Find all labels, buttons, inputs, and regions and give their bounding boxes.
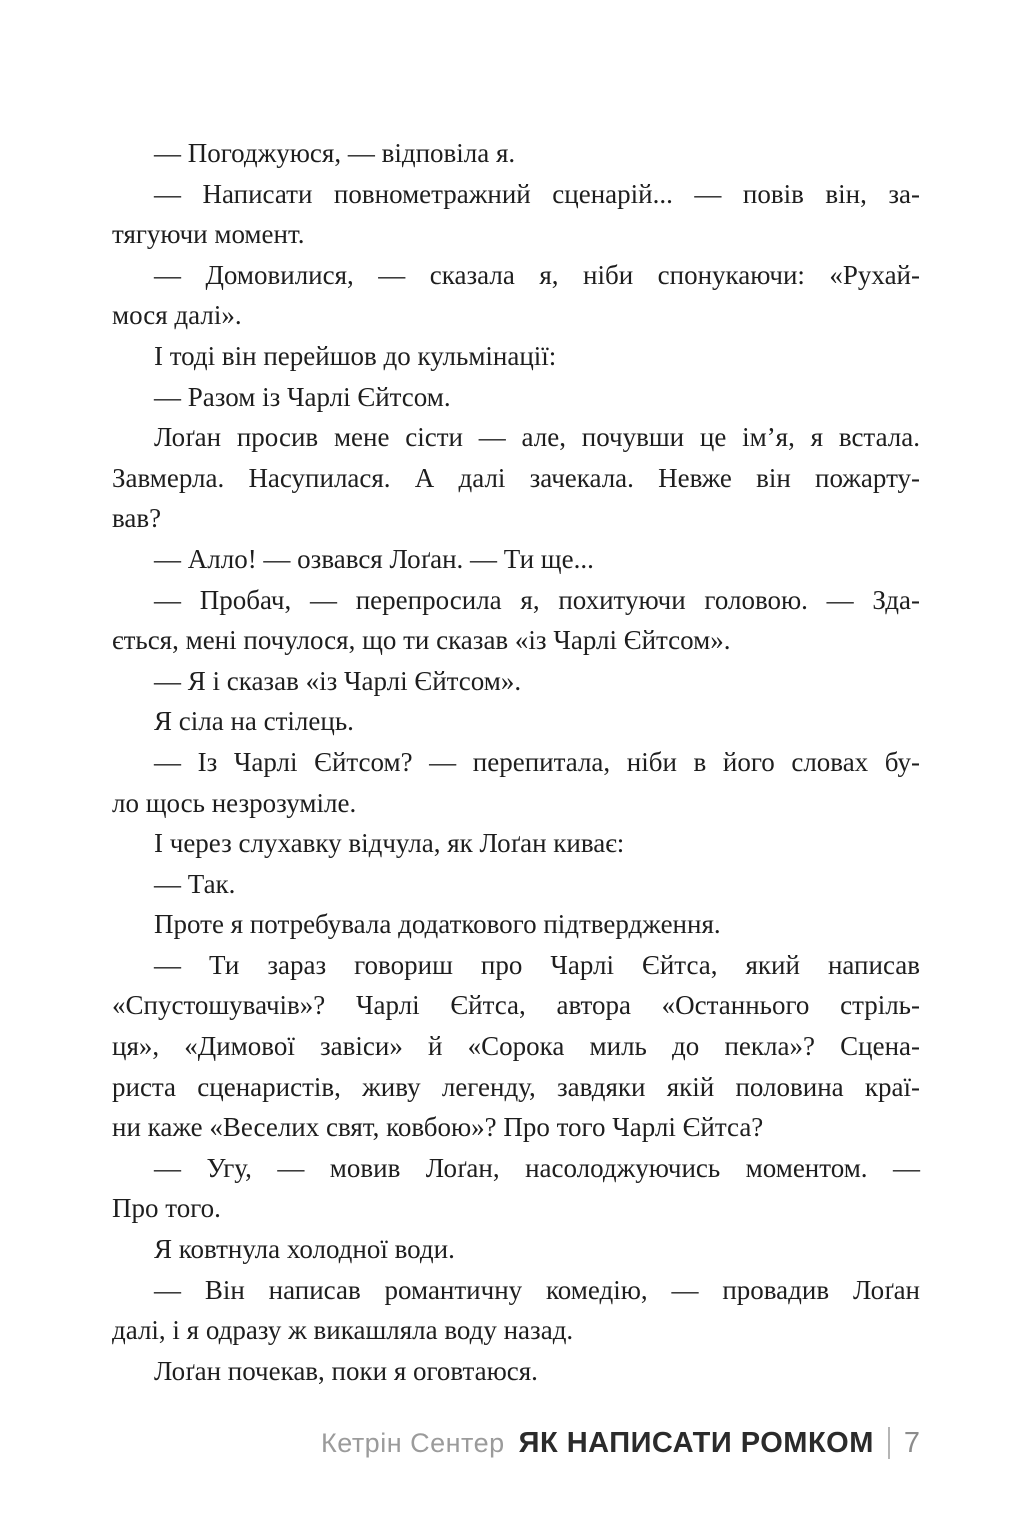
page-footer (321, 1420, 920, 1466)
paragraph (112, 1351, 920, 1392)
text-line: — Ти зараз говориш про Чарлі Єйтса, який написав (154, 949, 920, 980)
text-line: тягуючи момент. (112, 219, 305, 250)
paragraph (112, 864, 920, 905)
text-line: Лоґан почекав, поки я оговтаюся. (154, 1355, 538, 1386)
paragraph (112, 1148, 920, 1229)
text-line: мося далі». (112, 300, 242, 331)
text-line: ни каже «Веселих свят, ковбою»? Про того Чарлі Єйтса? (112, 1112, 764, 1143)
paragraph (112, 255, 920, 336)
text-line: ця», «Димової завіси» й «Сорока миль до пекла»? Сцена- (112, 1031, 920, 1062)
paragraph (112, 336, 920, 377)
text-line: — Я і сказав «із Чарлі Єйтсом». (154, 665, 522, 696)
text-line: Лоґан просив мене сісти — але, почувши це ім’я, я встала. (154, 422, 920, 453)
paragraph (112, 742, 920, 823)
text-line: — Так. (154, 868, 236, 899)
paragraph (112, 133, 920, 174)
paragraph (112, 661, 920, 702)
text-line: Завмерла. Насупилася. А далі зачекала. Невже він пожарту- (112, 462, 920, 493)
text-line: — Алло! — озвався Лоґан. — Ти ще... (154, 543, 594, 574)
text-line: ло щось незрозуміле. (112, 787, 357, 818)
paragraph (112, 417, 920, 539)
text-line: вав? (112, 503, 162, 534)
footer-divider (888, 1427, 890, 1459)
paragraph (112, 823, 920, 864)
paragraph (112, 539, 920, 580)
body-text (112, 133, 920, 1391)
text-line: — Пробач, — перепросила я, похитуючи головою. — Зда- (154, 584, 920, 615)
text-line: Я сіла на стілець. (154, 706, 354, 737)
paragraph (112, 580, 920, 661)
paragraph (112, 701, 920, 742)
text-line: — Із Чарлі Єйтсом? — перепитала, ніби в його словах бу- (154, 746, 920, 777)
text-line: — Погоджуюся, — відповіла я. (154, 138, 516, 168)
text-line: І через слухавку відчула, як Лоґан киває: (154, 828, 625, 859)
footer-author: Кетрін Сентер (320, 1427, 505, 1458)
footer-page-number: 7 (903, 1426, 920, 1459)
footer-book-title: ЯК НАПИСАТИ РОМКОМ (518, 1426, 874, 1459)
text-line: — Написати повнометражний сценарій... — повів він, за- (154, 178, 920, 209)
text-line: далі, і я одразу ж викашляла воду назад. (112, 1315, 574, 1346)
text-line: — Угу, — мовив Лоґан, насолоджуючись моментом. — (154, 1152, 920, 1183)
text-line: Про того. (112, 1193, 221, 1224)
paragraph (112, 377, 920, 418)
paragraph (112, 1229, 920, 1270)
text-line: — Домовилися, — сказала я, ніби спонукаючи: «Рухай- (154, 259, 920, 290)
paragraph (112, 174, 920, 255)
paragraph (112, 945, 920, 1148)
text-line: — Він написав романтичну комедію, — провадив Лоґан (154, 1274, 920, 1305)
text-line: Я ковтнула холодної води. (154, 1234, 455, 1265)
text-line: риста сценаристів, живу легенду, завдяки якій половина краї- (112, 1071, 920, 1102)
text-line: — Разом із Чарлі Єйтсом. (154, 381, 451, 412)
text-line: ється, мені почулося, що ти сказав «із Чарлі Єйтсом». (112, 625, 731, 656)
text-line: «Спустошувачів»? Чарлі Єйтса, автора «Останнього стріль- (112, 990, 920, 1021)
paragraph (112, 1270, 920, 1351)
text-line: І тоді він перейшов до кульмінації: (154, 340, 557, 371)
text-line: Проте я потребувала додаткового підтвердження. (154, 909, 721, 940)
paragraph (112, 904, 920, 945)
